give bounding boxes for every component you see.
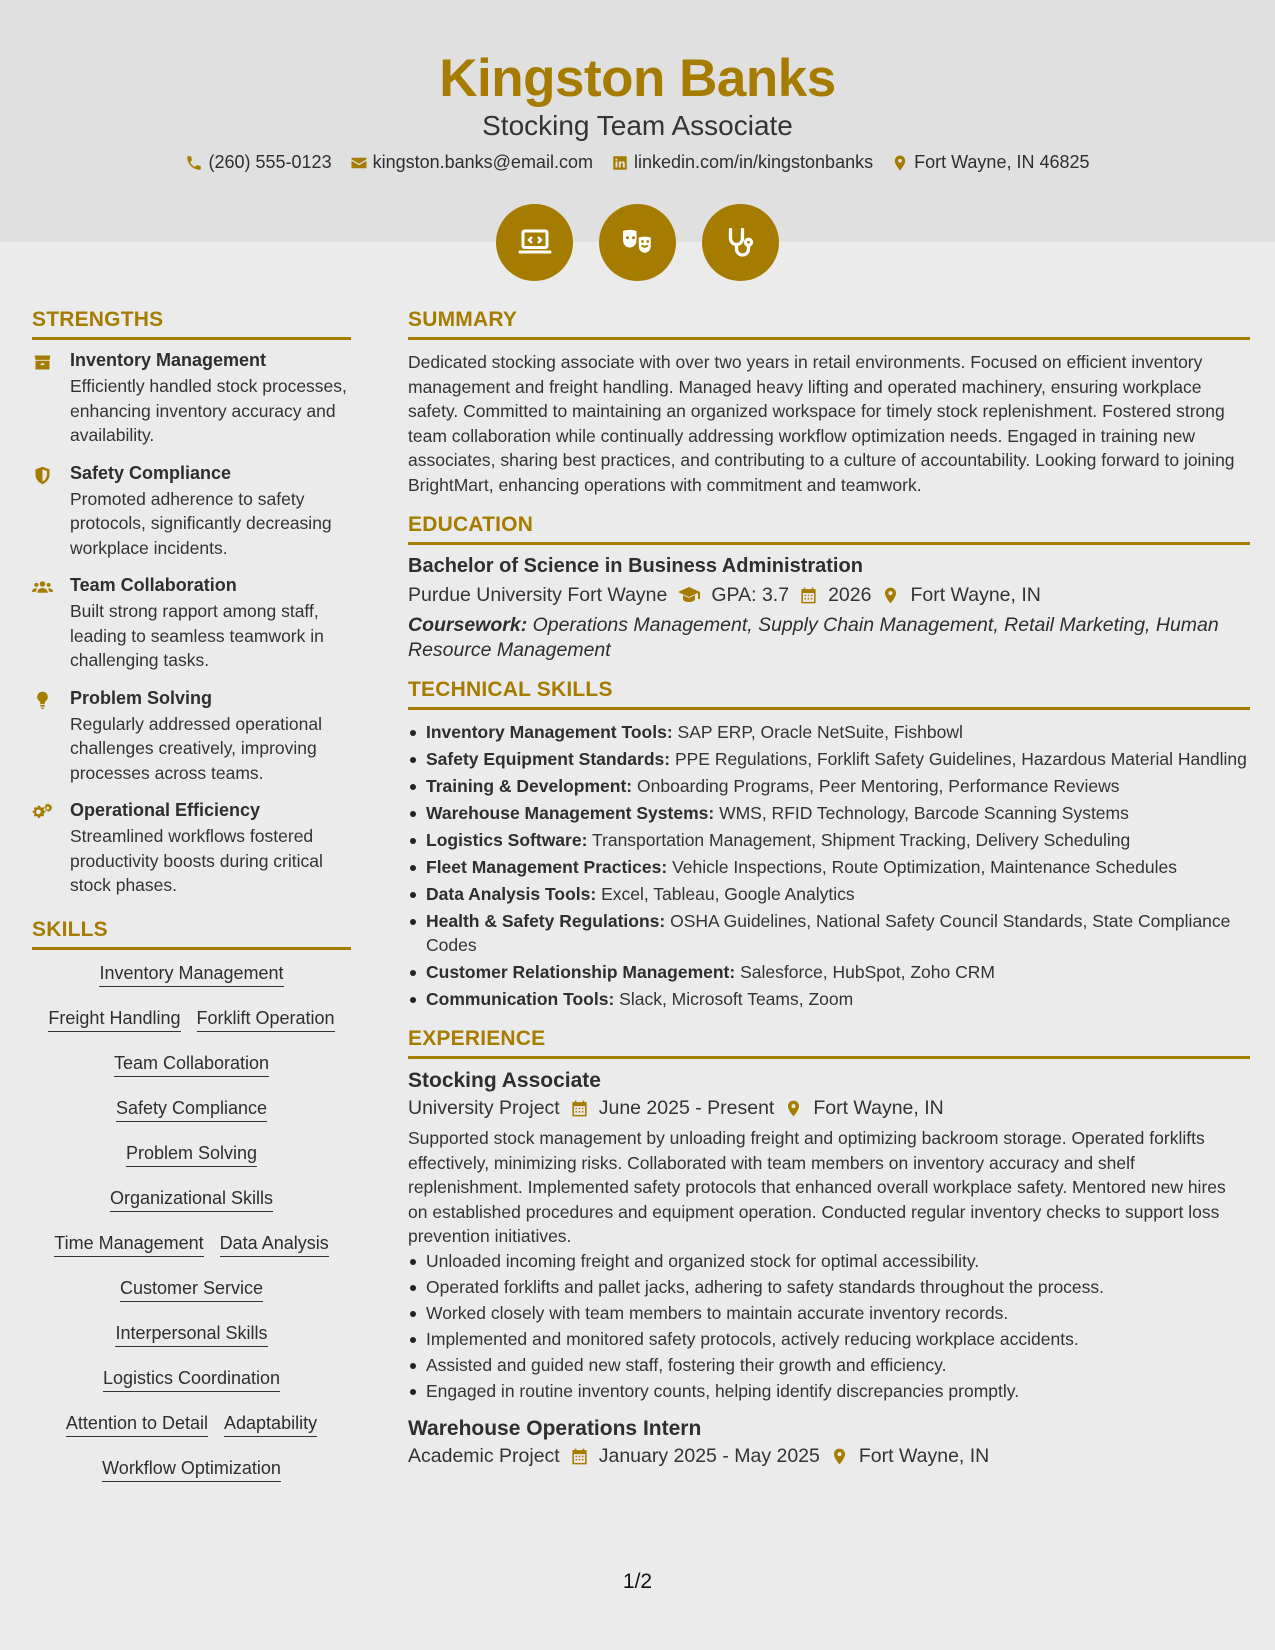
- technical-skill-item: [408, 720, 1250, 744]
- skill-tag: Workflow Optimization: [102, 1458, 281, 1482]
- skill-tag: Freight Handling: [48, 1008, 180, 1032]
- strength-item: [32, 688, 351, 786]
- school-location: Fort Wayne, IN: [910, 583, 1041, 606]
- technical-skill-item: [408, 960, 1250, 984]
- skill-tag: Safety Compliance: [116, 1098, 267, 1122]
- technical-skill-item: [408, 747, 1250, 771]
- technical-skill-label: Data Analysis Tools:: [426, 884, 597, 904]
- contact-linkedin[interactable]: [611, 152, 873, 173]
- skill-tag: Adaptability: [224, 1413, 317, 1437]
- technical-skill-value: Excel, Tableau, Google Analytics: [601, 884, 855, 904]
- job-title: Warehouse Operations Intern: [408, 1416, 702, 1440]
- skill-row: [32, 1410, 351, 1455]
- hobby-circle-masks: [599, 204, 676, 281]
- job-bullet: Implemented and monitored safety protocols, actively reducing workplace accidents.: [408, 1327, 1250, 1351]
- skill-row: [32, 1050, 351, 1095]
- linkedin-link[interactable]: linkedin.com/in/kingstonbanks: [633, 152, 874, 172]
- job-location: Fort Wayne, IN: [813, 1097, 944, 1119]
- technical-skill-value: WMS, RFID Technology, Barcode Scanning Systems: [719, 803, 1129, 823]
- job-meta: [408, 1445, 1250, 1468]
- skill-tag: Time Management: [54, 1233, 203, 1257]
- candidate-title: Stocking Team Associate: [482, 110, 793, 141]
- technical-skill-item: [408, 882, 1250, 906]
- shield-icon: [32, 465, 53, 486]
- summary-text: Dedicated stocking associate with over two years in retail environments. Focused on efficient inventory management and freight handling. Managed heavy lifting and operated machinery, ensuring workplace safety. Committed to maintaining an organized workspace for timely stock replenishment. Fostered strong team collaboration while continually addressing workflow optimization needs. Engaged in training new associates, sharing best practices, and contributing to a culture of accountability. Looking forward to joining BrightMart, enhancing operations with commitment and teamwork.: [408, 352, 1235, 495]
- technical-skill-label: Customer Relationship Management:: [426, 962, 736, 982]
- technical-skill-value: SAP ERP, Oracle NetSuite, Fishbowl: [677, 722, 963, 742]
- coursework-label: Coursework:: [408, 614, 528, 636]
- education-meta: [408, 583, 1250, 607]
- map-pin-icon: [784, 1099, 803, 1118]
- strength-title: Operational Efficiency: [70, 800, 261, 820]
- phone-text: (260) 555-0123: [208, 152, 332, 172]
- skill-tag: Interpersonal Skills: [115, 1323, 267, 1347]
- strength-desc: Promoted adherence to safety protocols, significantly decreasing workplace incidents.: [70, 488, 332, 558]
- technical-skill-label: Health & Safety Regulations:: [426, 911, 666, 931]
- job-dates: January 2025 - May 2025: [598, 1444, 820, 1467]
- skills-heading: SKILLS: [32, 918, 351, 950]
- skill-row: [32, 1185, 351, 1230]
- technical-skill-value: Transportation Management, Shipment Tracking, Delivery Scheduling: [591, 830, 1131, 850]
- technical-skill-value: Slack, Microsoft Teams, Zoom: [619, 989, 854, 1009]
- technical-skill-item: [408, 855, 1250, 879]
- strength-item: [32, 350, 351, 448]
- strength-desc: Built strong rapport among staff, leading to seamless teamwork in challenging tasks.: [70, 601, 324, 670]
- job-bullet: Worked closely with team members to maintain accurate inventory records.: [408, 1301, 1250, 1325]
- job-bullet: Assisted and guided new staff, fostering their growth and efficiency.: [408, 1353, 1250, 1377]
- skill-row: [32, 1275, 351, 1320]
- skill-tag: Attention to Detail: [66, 1413, 208, 1437]
- technical-skill-label: Training & Development:: [426, 776, 633, 796]
- strength-item: [32, 800, 351, 898]
- job-description: Supported stock management by unloading freight and optimizing backroom storage. Operated forklifts effectively, minimizing risks. Collaborated with team members on inventory accuracy and shelf replenishment. Implemented safety protocols that enhanced overall workplace safety. Mentored new hires on established procedures and equipment operation. Conducted regular inventory checks to support loss prevention initiatives.: [408, 1128, 1226, 1246]
- technical-skill-label: Inventory Management Tools:: [426, 722, 673, 742]
- box-icon: [32, 352, 53, 373]
- degree-title: Bachelor of Science in Business Administration: [408, 555, 863, 577]
- job-meta: [408, 1097, 1250, 1120]
- contact-bar: [0, 152, 1275, 173]
- technical-skills-heading: TECHNICAL SKILLS: [408, 678, 1250, 710]
- hobby-circle-stethoscope: [702, 204, 779, 281]
- skill-tag: Team Collaboration: [114, 1053, 269, 1077]
- job-entry: [408, 1417, 1250, 1468]
- skill-row: [32, 1005, 351, 1050]
- skill-tag: Customer Service: [120, 1278, 263, 1302]
- lightbulb-icon: [32, 690, 53, 711]
- contact-location: [891, 152, 1089, 173]
- strength-title: Inventory Management: [70, 350, 267, 370]
- location-text: Fort Wayne, IN 46825: [914, 152, 1090, 172]
- job-bullet: Engaged in routine inventory counts, helping identify discrepancies promptly.: [408, 1379, 1250, 1403]
- technical-skill-value: Salesforce, HubSpot, Zoho CRM: [740, 962, 995, 982]
- email-link[interactable]: kingston.banks@email.com: [372, 152, 593, 172]
- map-pin-icon: [891, 154, 909, 172]
- skill-tag: Organizational Skills: [110, 1188, 273, 1212]
- technical-skill-value: Onboarding Programs, Peer Mentoring, Performance Reviews: [637, 776, 1120, 796]
- technical-skill-value: PPE Regulations, Forklift Safety Guidelines, Hazardous Material Handling: [674, 749, 1247, 769]
- linkedin-icon: [611, 154, 629, 172]
- technical-skill-label: Communication Tools:: [426, 989, 615, 1009]
- skill-row: [32, 1320, 351, 1365]
- skill-row: [32, 1095, 351, 1140]
- skill-row: [32, 1455, 351, 1500]
- strength-title: Problem Solving: [70, 687, 213, 708]
- skill-tag: Problem Solving: [126, 1143, 257, 1167]
- envelope-icon: [350, 154, 368, 172]
- technical-skill-item: [408, 987, 1250, 1011]
- job-bullet: Operated forklifts and pallet jacks, adhering to safety standards throughout the process.: [408, 1275, 1250, 1299]
- technical-skill-value: OSHA Guidelines, National Safety Council Standards, State Compliance Codes: [426, 911, 1231, 955]
- strength-desc: Regularly addressed operational challenges creatively, improving processes across teams.: [70, 713, 322, 783]
- technical-skill-label: Safety Equipment Standards:: [426, 749, 671, 769]
- hobby-circle-laptop: [496, 204, 573, 281]
- skill-tag: Inventory Management: [99, 963, 283, 987]
- technical-skill-item: [408, 909, 1250, 957]
- skill-row: [32, 960, 351, 1005]
- contact-phone: [185, 152, 331, 173]
- job-bullet: Unloaded incoming freight and organized stock for optimal accessibility.: [408, 1249, 1250, 1273]
- strengths-heading: STRENGTHS: [32, 308, 351, 340]
- skill-tag: Data Analysis: [220, 1233, 329, 1257]
- strength-title: Team Collaboration: [70, 575, 237, 595]
- technical-skill-item: [408, 774, 1250, 798]
- users-icon: [32, 577, 53, 598]
- calendar-icon: [570, 1099, 589, 1118]
- phone-icon: [185, 154, 203, 172]
- education-heading: EDUCATION: [408, 513, 1250, 545]
- skill-row: [32, 1365, 351, 1410]
- hobby-icons: [0, 204, 1275, 281]
- school-name: Purdue University Fort Wayne: [408, 583, 668, 606]
- graduation-cap-icon: [677, 583, 701, 607]
- experience-heading: EXPERIENCE: [408, 1027, 1250, 1059]
- contact-email[interactable]: [350, 152, 593, 173]
- strength-title: Safety Compliance: [70, 462, 232, 483]
- strength-item: [32, 575, 351, 673]
- technical-skill-item: [408, 801, 1250, 825]
- coursework: [408, 613, 1250, 662]
- job-dates: June 2025 - Present: [598, 1097, 775, 1119]
- technical-skill-label: Logistics Software:: [426, 830, 588, 850]
- calendar-icon: [570, 1447, 589, 1466]
- job-location: Fort Wayne, IN: [858, 1444, 990, 1467]
- coursework-list: Operations Management, Supply Chain Management, Retail Marketing, Human Resource Management: [408, 614, 1219, 661]
- skills-list: [32, 960, 351, 1500]
- laptop-code-icon: [517, 225, 553, 261]
- skill-tag: Logistics Coordination: [103, 1368, 280, 1392]
- technical-skill-item: [408, 828, 1250, 852]
- technical-skill-label: Warehouse Management Systems:: [426, 803, 715, 823]
- map-pin-icon: [830, 1447, 849, 1466]
- job-bullets: [408, 1249, 1250, 1403]
- skill-row: [32, 1140, 351, 1185]
- gears-icon: [32, 802, 53, 823]
- page-number: 1/2: [622, 1570, 653, 1593]
- skill-tag: Forklift Operation: [197, 1008, 335, 1032]
- calendar-icon: [799, 586, 818, 605]
- gpa-text: GPA: 3.7: [711, 583, 790, 606]
- graduation-year: 2026: [828, 583, 872, 606]
- map-pin-icon: [881, 586, 900, 605]
- strength-desc: Efficiently handled stock processes, enhancing inventory accuracy and availability.: [70, 376, 347, 445]
- theater-masks-icon: [620, 225, 656, 261]
- stethoscope-icon: [723, 225, 759, 261]
- job-org: Academic Project: [408, 1444, 560, 1467]
- skill-row: [32, 1230, 351, 1275]
- technical-skill-value: Vehicle Inspections, Route Optimization, Maintenance Schedules: [672, 857, 1177, 877]
- job-entry: [408, 1069, 1250, 1403]
- summary-heading: SUMMARY: [408, 308, 1250, 340]
- candidate-name: Kingston Banks: [439, 49, 836, 108]
- strength-desc: Streamlined workflows fostered productivity boosts during critical stock phases.: [70, 826, 323, 895]
- technical-skills-list: [408, 720, 1250, 1011]
- right-column: [408, 308, 1250, 1474]
- left-column: [32, 308, 351, 1500]
- job-org: University Project: [408, 1097, 560, 1119]
- job-title: Stocking Associate: [408, 1069, 601, 1092]
- technical-skill-label: Fleet Management Practices:: [426, 857, 668, 877]
- strength-item: [32, 463, 351, 561]
